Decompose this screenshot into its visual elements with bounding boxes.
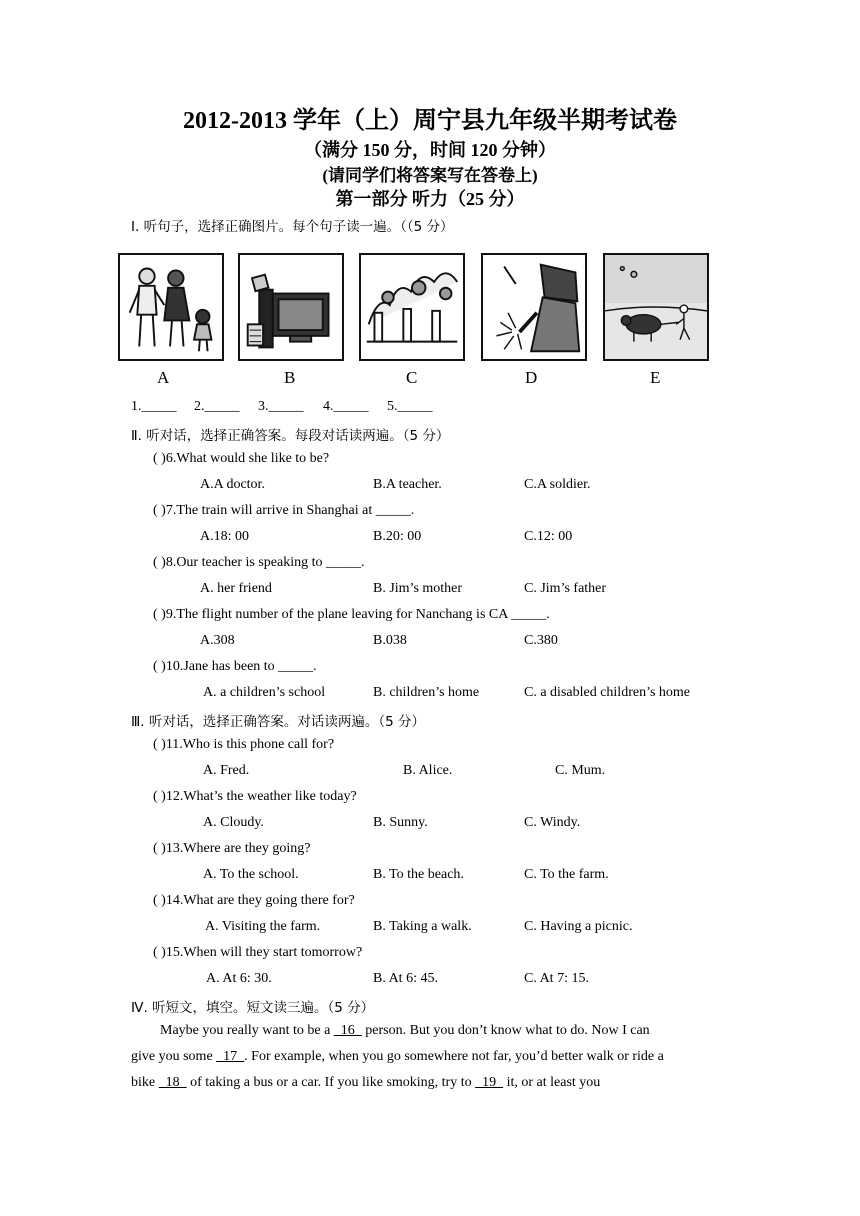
section1-heading: Ⅰ. 听句子，选择正确图片。每个句子读一遍。（（5 分） — [131, 219, 454, 235]
q13-option-c: C. To the farm. — [524, 867, 609, 882]
q7-option-b: B.20: 00 — [373, 529, 422, 544]
blank-16: 16 — [333, 1023, 362, 1038]
score-time: （满分 150 分，时间 120 分钟） — [304, 140, 556, 160]
blank-1: 1._____ — [131, 399, 177, 414]
picture-a-label: A — [157, 368, 170, 387]
question-13: ( )13.Where are they going? — [153, 841, 311, 856]
blank-18: 18 — [158, 1075, 187, 1090]
picture-a — [118, 253, 224, 361]
q12-option-c: C. Windy. — [524, 815, 581, 830]
section3-heading: Ⅲ. 听对话，选择正确答案。对话读两遍。（5 分） — [131, 714, 426, 730]
question-10: ( )10.Jane has been to _____. — [153, 659, 317, 674]
q15-option-c: C. At 7: 15. — [524, 971, 589, 986]
part-heading: 第一部分 听力（25 分） — [335, 189, 525, 209]
question-14: ( )14.What are they going there for? — [153, 893, 355, 908]
passage-line-3 — [131, 1075, 600, 1091]
q8-option-b: B. Jim’s mother — [373, 581, 463, 596]
farmer-ox-icon — [605, 255, 707, 359]
answer-note: (请同学们将答案写在答卷上) — [322, 166, 538, 185]
passage-line-2 — [131, 1049, 664, 1065]
q7-option-c: C.12: 00 — [524, 529, 573, 544]
section2-heading: Ⅱ. 听对话，选择正确答案。每段对话读两遍。（5 分） — [131, 428, 450, 444]
picture-e — [603, 253, 709, 361]
q6-option-b: B.A teacher. — [373, 477, 442, 492]
blank-4: 4._____ — [323, 399, 369, 414]
passage-text: it, or at least you — [503, 1075, 601, 1090]
passage-text: of taking a bus or a car. If you like smoking, try to — [186, 1075, 476, 1090]
section4-heading: Ⅳ. 听短文，填空。短文读三遍。（5 分） — [131, 1000, 375, 1016]
q8-option-a: A. her friend — [200, 581, 272, 596]
q14-option-c: C. Having a picnic. — [524, 919, 633, 934]
question-11: ( )11.Who is this phone call for? — [153, 737, 335, 752]
q8-option-c: C. Jim’s father — [524, 581, 607, 596]
question-7: ( )7.The train will arrive in Shanghai at _____. — [153, 503, 415, 518]
q9-option-b: B.038 — [373, 633, 407, 648]
blank-17: 17 — [216, 1049, 245, 1064]
question-8: ( )8.Our teacher is speaking to _____. — [153, 555, 365, 570]
family-icon — [120, 255, 222, 359]
passage-text: Maybe you really want to be a — [160, 1023, 334, 1038]
question-9: ( )9.The flight number of the plane leaving for Nanchang is CA _____. — [153, 607, 550, 622]
passage-text: bike — [131, 1075, 159, 1090]
exam-title: 2012-2013 学年（上）周宁县九年级半期考试卷 — [183, 108, 677, 134]
picture-d-label: D — [525, 368, 538, 387]
question-6: ( )6.What would she like to be? — [153, 451, 330, 466]
q11-option-b: B. Alice. — [403, 763, 453, 778]
blank-19: 19 — [475, 1075, 504, 1090]
passage-text: person. But you don’t know what to do. Now I can — [361, 1023, 650, 1038]
factory-pollution-icon — [361, 255, 463, 359]
q13-option-a: A. To the school. — [203, 867, 299, 882]
q14-option-b: B. Taking a walk. — [373, 919, 472, 934]
passage-text: . For example, when you go somewhere not far, you’d better walk or ride a — [244, 1049, 664, 1064]
question-12: ( )12.What’s the weather like today? — [153, 789, 357, 804]
picture-c — [359, 253, 465, 361]
welder-icon — [483, 255, 585, 359]
q10-option-a: A. a children’s school — [203, 685, 326, 700]
q10-option-c: C. a disabled children’s home — [524, 685, 691, 700]
q12-option-a: A. Cloudy. — [203, 815, 264, 830]
picture-c-label: C — [406, 368, 418, 387]
q9-option-c: C.380 — [524, 633, 558, 648]
q7-option-a: A.18: 00 — [200, 529, 249, 544]
passage-text: give you some — [131, 1049, 217, 1064]
picture-b-label: B — [284, 368, 296, 387]
q9-option-a: A.308 — [200, 633, 235, 648]
question-15: ( )15.When will they start tomorrow? — [153, 945, 363, 960]
q14-option-a: A. Visiting the farm. — [205, 919, 321, 934]
q12-option-b: B. Sunny. — [373, 815, 428, 830]
q15-option-a: A. At 6: 30. — [206, 971, 272, 986]
computer-icon — [240, 255, 342, 359]
q6-option-a: A.A doctor. — [200, 477, 265, 492]
q11-option-a: A. Fred. — [203, 763, 250, 778]
blank-2: 2._____ — [194, 399, 240, 414]
q15-option-b: B. At 6: 45. — [373, 971, 438, 986]
q6-option-c: C.A soldier. — [524, 477, 591, 492]
blank-3: 3._____ — [258, 399, 304, 414]
picture-d — [481, 253, 587, 361]
q13-option-b: B. To the beach. — [373, 867, 464, 882]
picture-b — [238, 253, 344, 361]
q10-option-b: B. children’s home — [373, 685, 480, 700]
passage-line-1 — [160, 1023, 650, 1039]
picture-e-label: E — [650, 368, 661, 387]
blank-5: 5._____ — [387, 399, 433, 414]
q11-option-c: C. Mum. — [555, 763, 606, 778]
